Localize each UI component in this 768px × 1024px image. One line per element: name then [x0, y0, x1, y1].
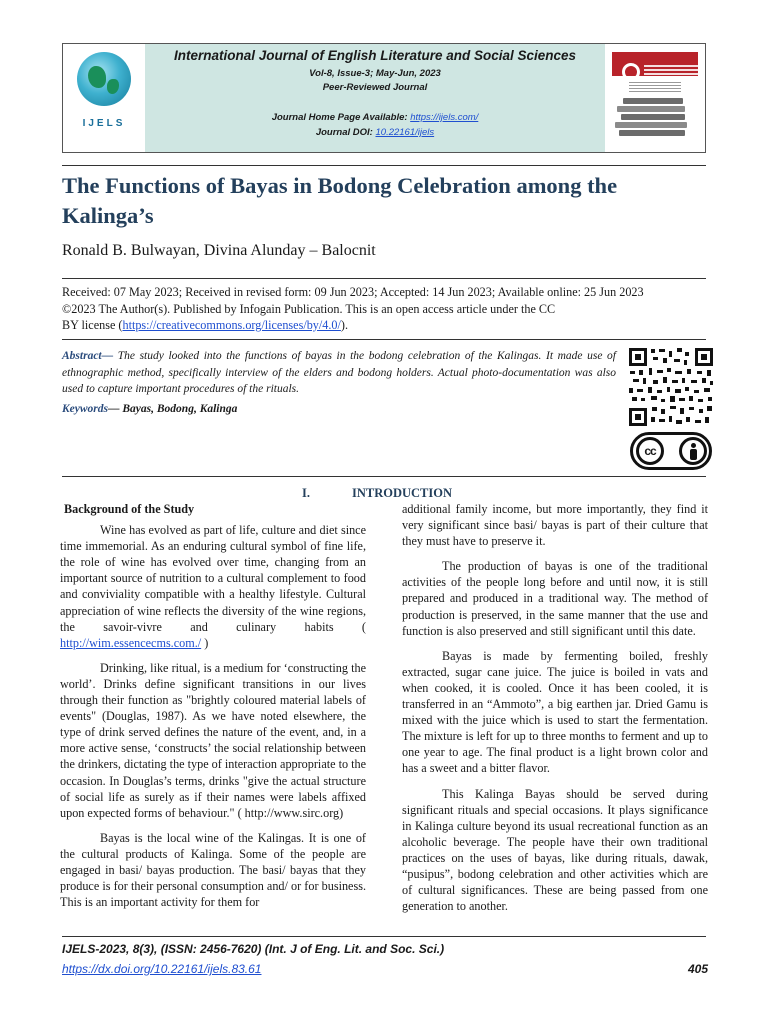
qr-code-icon — [627, 346, 715, 428]
abstract-text: The study looked into the functions of bayas in the bodong celebration of the Kalingas. It made use of ethnographic method, specifically interview of the elders and bodong holders. Actual photo-documentation was also used to capture important procedures of the rituals. — [62, 350, 617, 395]
article-title: The Functions of Bayas in Bodong Celebration among the Kalinga’s — [62, 173, 618, 228]
footer-doi-link[interactable]: https://dx.doi.org/10.22161/ijels.83.61 — [62, 962, 262, 976]
section-title: INTRODUCTION — [352, 486, 453, 500]
journal-doi-line — [145, 127, 605, 138]
article-dates — [62, 284, 708, 334]
dates-divider — [62, 339, 706, 340]
article-authors: Ronald B. Bulwayan, Divina Alunday – Balocnit — [62, 242, 376, 259]
copyright-line: ©2023 The Author(s). Published by Infogain Publication. This is an open access article under the CC — [62, 301, 556, 316]
footer-citation: IJELS-2023, 8(3), (ISSN: 2456-7620) (Int. J of Eng. Lit. and Soc. Sci.) — [62, 942, 445, 956]
keywords-label: Keywords — [62, 403, 108, 415]
license-line: BY license (https://creativecommons.org/licenses/by/4.0/). — [62, 318, 349, 332]
license-link[interactable]: https://creativecommons.org/licenses/by/4.0/ — [122, 318, 341, 332]
attribution-person-icon — [679, 437, 707, 465]
journal-logo — [63, 44, 145, 152]
abstract-divider — [62, 476, 706, 477]
received-dates: Received: 07 May 2023; Received in revised form: 09 Jun 2023; Accepted: 14 Jun 2023; Available online: 25 Jun 2023 — [62, 285, 644, 299]
paragraph: Bayas is made by fermenting boiled, freshly extracted, sugar cane juice. The juice is boiled in vats and when cooked, it is cooled. Once it has been cooled, it is transferred in an “Ammoto”, a big earthen jar. Dried Gamu is mixed with the juice which is used to start the fermentation. The mixture is left for up to three months to ferment and up to one year to age. The final product is a light brown color and has a sweet and a bitter flavor. — [402, 648, 708, 776]
cover-banner — [612, 52, 698, 76]
creative-commons-icon: cc — [636, 437, 664, 465]
section-heading — [302, 486, 452, 501]
journal-doi-label: Journal DOI: — [315, 127, 376, 138]
journal-home-label: Journal Home Page Available: — [271, 112, 411, 123]
paragraph: The production of bayas is one of the traditional activities of the people long before and until now, it is still prepared and produced in a traditional way. The method of production is preserved, in the same manner that the use and function is also preserved and still significant until this date. — [402, 559, 708, 638]
journal-title: International Journal of English Literature and Social Sciences — [173, 48, 577, 63]
authors-divider — [62, 278, 706, 279]
journal-cover-image — [605, 44, 705, 152]
books-stack-icon — [615, 98, 689, 138]
abstract: Abstract— The study looked into the functions of bayas in the bodong celebration of the Kalingas. It made use of ethnographic method, specifically interview of the elders and bodong holders. Actual photo-documentation was also used to capture important procedures of the rituals. — [62, 350, 617, 395]
paragraph: Wine has evolved as part of life, culture and diet since time immemorial. As an enduring cultural symbol of fine life, the role of wine has evolved over time, changing from an important source of nutrition to a cultural complement to food and conviviality compatible with a healthy lifestyle. Cultural appreciation of wine reflects the diversity of the wine regions, the savoir-vivre and culinary habits ( http://wim.essencecms.com./ ) — [60, 523, 366, 650]
subsection-heading: Background of the Study — [64, 502, 195, 516]
globe-icon — [77, 52, 131, 106]
cc-by-license-badge[interactable] — [630, 432, 712, 470]
keywords — [62, 403, 237, 415]
paragraph: Bayas is the local wine of the Kalingas. It is one of the cultural products of Kalinga. Some of the people are engaged in basi/ bayas production. The basi/ bayas that they produce is for their personal consumption and/ or for business. This is an important activity for them for — [60, 830, 366, 910]
journal-home-link[interactable]: https://ijels.com/ — [410, 112, 479, 123]
abstract-label: Abstract — [62, 350, 102, 362]
wine-reference-link[interactable]: http://wim.essencecms.com./ — [60, 635, 202, 650]
cover-ring-icon — [622, 63, 640, 81]
left-column — [60, 501, 366, 919]
page-number: 405 — [687, 962, 708, 976]
logo-text: IJELS — [82, 118, 126, 129]
paragraph: Drinking, like ritual, is a medium for ‘constructing the world’. Drinks define significant transitions in our lives through their function as "brightly coloured material labels of events" (Douglas, 1987). As we have noted elsewhere, the type of drink served defines the nature of the event, and, in a more active sense, ‘constructs’ the social relationship between the drinkers, dictating the type of interaction appropriate to the occasion. In Douglas’s terms, drinks "give the actual structure of social life as surely as if their names were labels affixed upon expected forms of behaviour." ( http://www.sirc.org) — [60, 660, 366, 820]
journal-doi-link[interactable]: 10.22161/ijels — [375, 127, 435, 138]
header-divider — [62, 165, 706, 166]
keywords-text: — Bayas, Bodong, Kalinga — [108, 403, 238, 415]
footer-divider — [62, 936, 706, 937]
journal-info — [145, 44, 605, 152]
paragraph: additional family income, but more importantly, they find it very significant since basi/ bayas is part of their culture that they must have to preserve it. — [402, 502, 708, 549]
paragraph: This Kalinga Bayas should be served during significant rituals and special occasions. It plays significance in Kalinga culture beyond its usual recreational function as an alcoholic beverage. The people have their own traditional practices on the uses of bayas, like during rituals, dawak, “pusipus”, bodong celebration and other activities which are of cultural significances. These are being passed from one generation to another. — [402, 786, 708, 914]
journal-home-line — [145, 112, 605, 123]
journal-header — [62, 43, 706, 153]
section-number: I. — [302, 486, 310, 500]
right-column — [402, 501, 708, 923]
journal-volume: Vol-8, Issue-3; May-Jun, 2023 — [309, 68, 441, 79]
journal-review-type: Peer-Reviewed Journal — [322, 82, 428, 93]
